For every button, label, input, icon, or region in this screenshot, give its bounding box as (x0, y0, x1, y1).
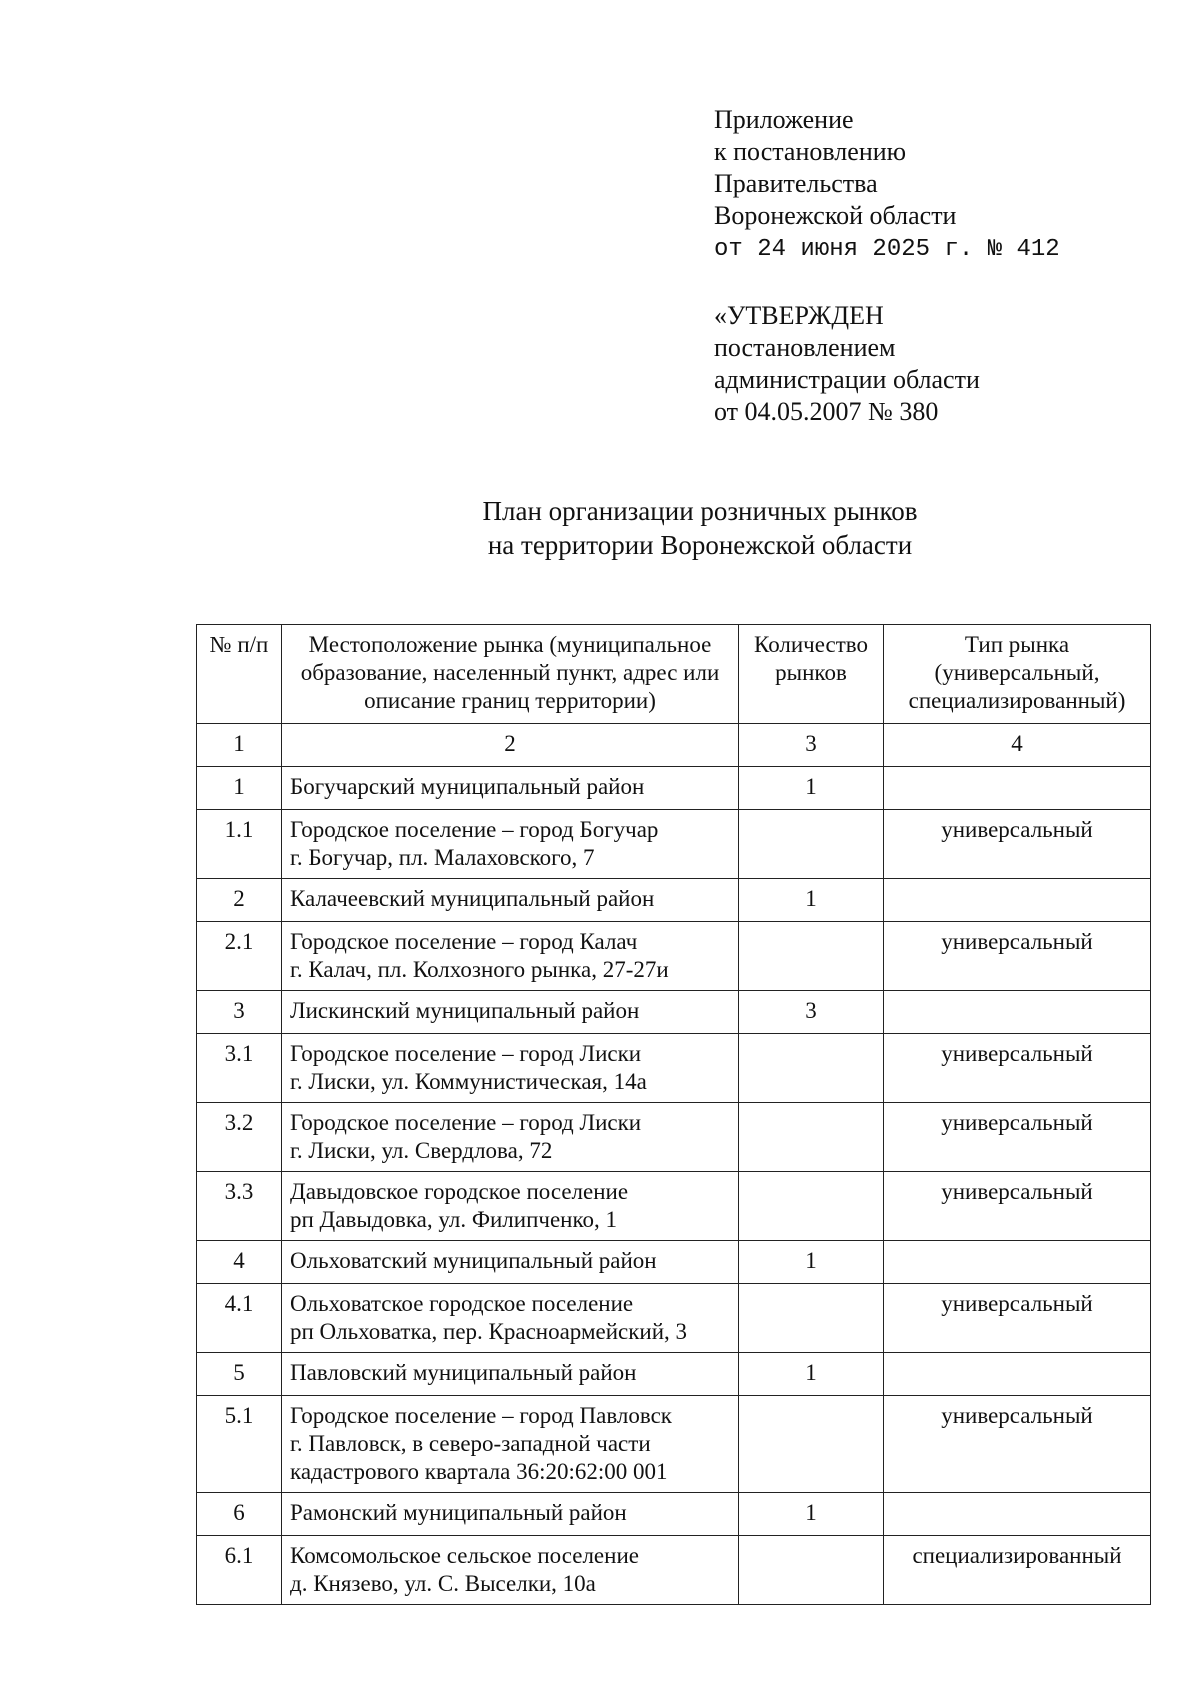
row-location (282, 1396, 739, 1493)
table-row (197, 1353, 1151, 1396)
location-line: д. Князево, ул. С. Выселки, 10а (290, 1571, 596, 1596)
row-market-type (884, 767, 1151, 810)
row-market-type (884, 879, 1151, 922)
location-line: Калачеевский муниципальный район (290, 886, 655, 911)
row-count (739, 922, 884, 991)
row-number: 3.2 (197, 1103, 282, 1172)
row-market-type (884, 1241, 1151, 1284)
table-header-row (197, 625, 1151, 724)
row-market-type (884, 1493, 1151, 1536)
table-row (197, 1396, 1151, 1493)
location-line: Рамонский муниципальный район (290, 1500, 627, 1525)
row-location (282, 767, 739, 810)
annex-line: Правительства (714, 169, 878, 198)
table-row (197, 991, 1151, 1034)
row-count: 1 (739, 1241, 884, 1284)
table-row (197, 1536, 1151, 1605)
row-count (739, 1103, 884, 1172)
annex-line: Приложение (714, 105, 854, 134)
row-market-type: универсальный (884, 922, 1151, 991)
row-location (282, 1536, 739, 1605)
row-location (282, 1034, 739, 1103)
row-number: 4.1 (197, 1284, 282, 1353)
header-number: № п/п (197, 625, 282, 724)
row-market-type: универсальный (884, 1284, 1151, 1353)
row-market-type (884, 991, 1151, 1034)
row-location (282, 1241, 739, 1284)
row-location (282, 810, 739, 879)
row-count (739, 1172, 884, 1241)
location-line: Ольховатское городское поселение (290, 1291, 634, 1316)
row-count (739, 1034, 884, 1103)
row-location (282, 991, 739, 1034)
table-row (197, 922, 1151, 991)
location-line: Давыдовское городское поселение (290, 1179, 629, 1204)
location-line: Городское поселение – город Лиски (290, 1110, 642, 1135)
row-market-type: универсальный (884, 810, 1151, 879)
row-location (282, 1353, 739, 1396)
markets-table (196, 624, 1151, 1605)
table-row (197, 1172, 1151, 1241)
row-location (282, 879, 739, 922)
approved-line: постановлением (714, 333, 896, 362)
location-line: г. Лиски, ул. Свердлова, 72 (290, 1138, 553, 1163)
row-number: 6 (197, 1493, 282, 1536)
row-count: 1 (739, 1493, 884, 1536)
row-count: 1 (739, 1353, 884, 1396)
row-number: 5 (197, 1353, 282, 1396)
row-count: 3 (739, 991, 884, 1034)
table-row (197, 879, 1151, 922)
location-line: Ольховатский муниципальный район (290, 1248, 657, 1273)
decree-line: от 24 июня 2025 г. № 412 (714, 236, 1060, 263)
row-count (739, 1536, 884, 1605)
approved-line: администрации области (714, 365, 980, 394)
annex-line: к постановлению (714, 137, 907, 166)
table-row (197, 767, 1151, 810)
row-location (282, 1172, 739, 1241)
table-row (197, 1103, 1151, 1172)
column-number: 2 (282, 724, 739, 767)
row-count (739, 810, 884, 879)
approved-line: «УТВЕРЖДЕН (714, 301, 884, 330)
location-line: г. Калач, пл. Колхозного рынка, 27-27и (290, 957, 669, 982)
annex-line: Воронежской области (714, 201, 957, 230)
column-number: 1 (197, 724, 282, 767)
row-number: 3.3 (197, 1172, 282, 1241)
table-row (197, 1241, 1151, 1284)
column-number-row (197, 724, 1151, 767)
location-line: Богучарский муниципальный район (290, 774, 645, 799)
location-line: рп Ольховатка, пер. Красноармейский, 3 (290, 1319, 688, 1344)
row-location (282, 1493, 739, 1536)
row-number: 3 (197, 991, 282, 1034)
table-row (197, 1284, 1151, 1353)
table-body (197, 767, 1151, 1605)
row-number: 3.1 (197, 1034, 282, 1103)
row-number: 4 (197, 1241, 282, 1284)
annex-block (714, 104, 1060, 266)
location-line: г. Павловск, в северо-западной части (290, 1431, 651, 1456)
location-line: г. Богучар, пл. Малаховского, 7 (290, 845, 595, 870)
row-market-type: специализированный (884, 1536, 1151, 1605)
table-row (197, 810, 1151, 879)
row-number: 5.1 (197, 1396, 282, 1493)
row-number: 1.1 (197, 810, 282, 879)
row-count: 1 (739, 767, 884, 810)
row-location (282, 1284, 739, 1353)
approved-line: от 04.05.2007 № 380 (714, 397, 939, 426)
location-line: Городское поселение – город Лиски (290, 1041, 642, 1066)
header-count: Количество рынков (739, 625, 884, 724)
row-market-type: универсальный (884, 1172, 1151, 1241)
row-location (282, 922, 739, 991)
row-count (739, 1396, 884, 1493)
column-number: 3 (739, 724, 884, 767)
location-line: Городское поселение – город Павловск (290, 1403, 672, 1428)
row-number: 6.1 (197, 1536, 282, 1605)
approved-block (714, 300, 980, 428)
table-row (197, 1493, 1151, 1536)
row-count (739, 1284, 884, 1353)
column-number: 4 (884, 724, 1151, 767)
location-line: кадастрового квартала 36:20:62:00 001 (290, 1459, 668, 1484)
title-line: План организации розничных рынков (482, 496, 918, 526)
document-title (200, 494, 1200, 562)
row-count: 1 (739, 879, 884, 922)
table-row (197, 1034, 1151, 1103)
row-location (282, 1103, 739, 1172)
row-number: 1 (197, 767, 282, 810)
location-line: рп Давыдовка, ул. Филипченко, 1 (290, 1207, 617, 1232)
location-line: Павловский муниципальный район (290, 1360, 637, 1385)
location-line: Комсомольское сельское поселение (290, 1543, 639, 1568)
row-market-type: универсальный (884, 1103, 1151, 1172)
header-type: Тип рынка (универсальный, специализированный) (884, 625, 1151, 724)
row-number: 2 (197, 879, 282, 922)
row-number: 2.1 (197, 922, 282, 991)
location-line: Лискинский муниципальный район (290, 998, 640, 1023)
row-market-type: универсальный (884, 1396, 1151, 1493)
location-line: Городское поселение – город Калач (290, 929, 638, 954)
row-market-type (884, 1353, 1151, 1396)
header-location: Местоположение рынка (муниципальное образование, населенный пункт, адрес или описание границ территории) (282, 625, 739, 724)
location-line: г. Лиски, ул. Коммунистическая, 14а (290, 1069, 647, 1094)
row-market-type: универсальный (884, 1034, 1151, 1103)
location-line: Городское поселение – город Богучар (290, 817, 659, 842)
title-line: на территории Воронежской области (487, 530, 913, 560)
